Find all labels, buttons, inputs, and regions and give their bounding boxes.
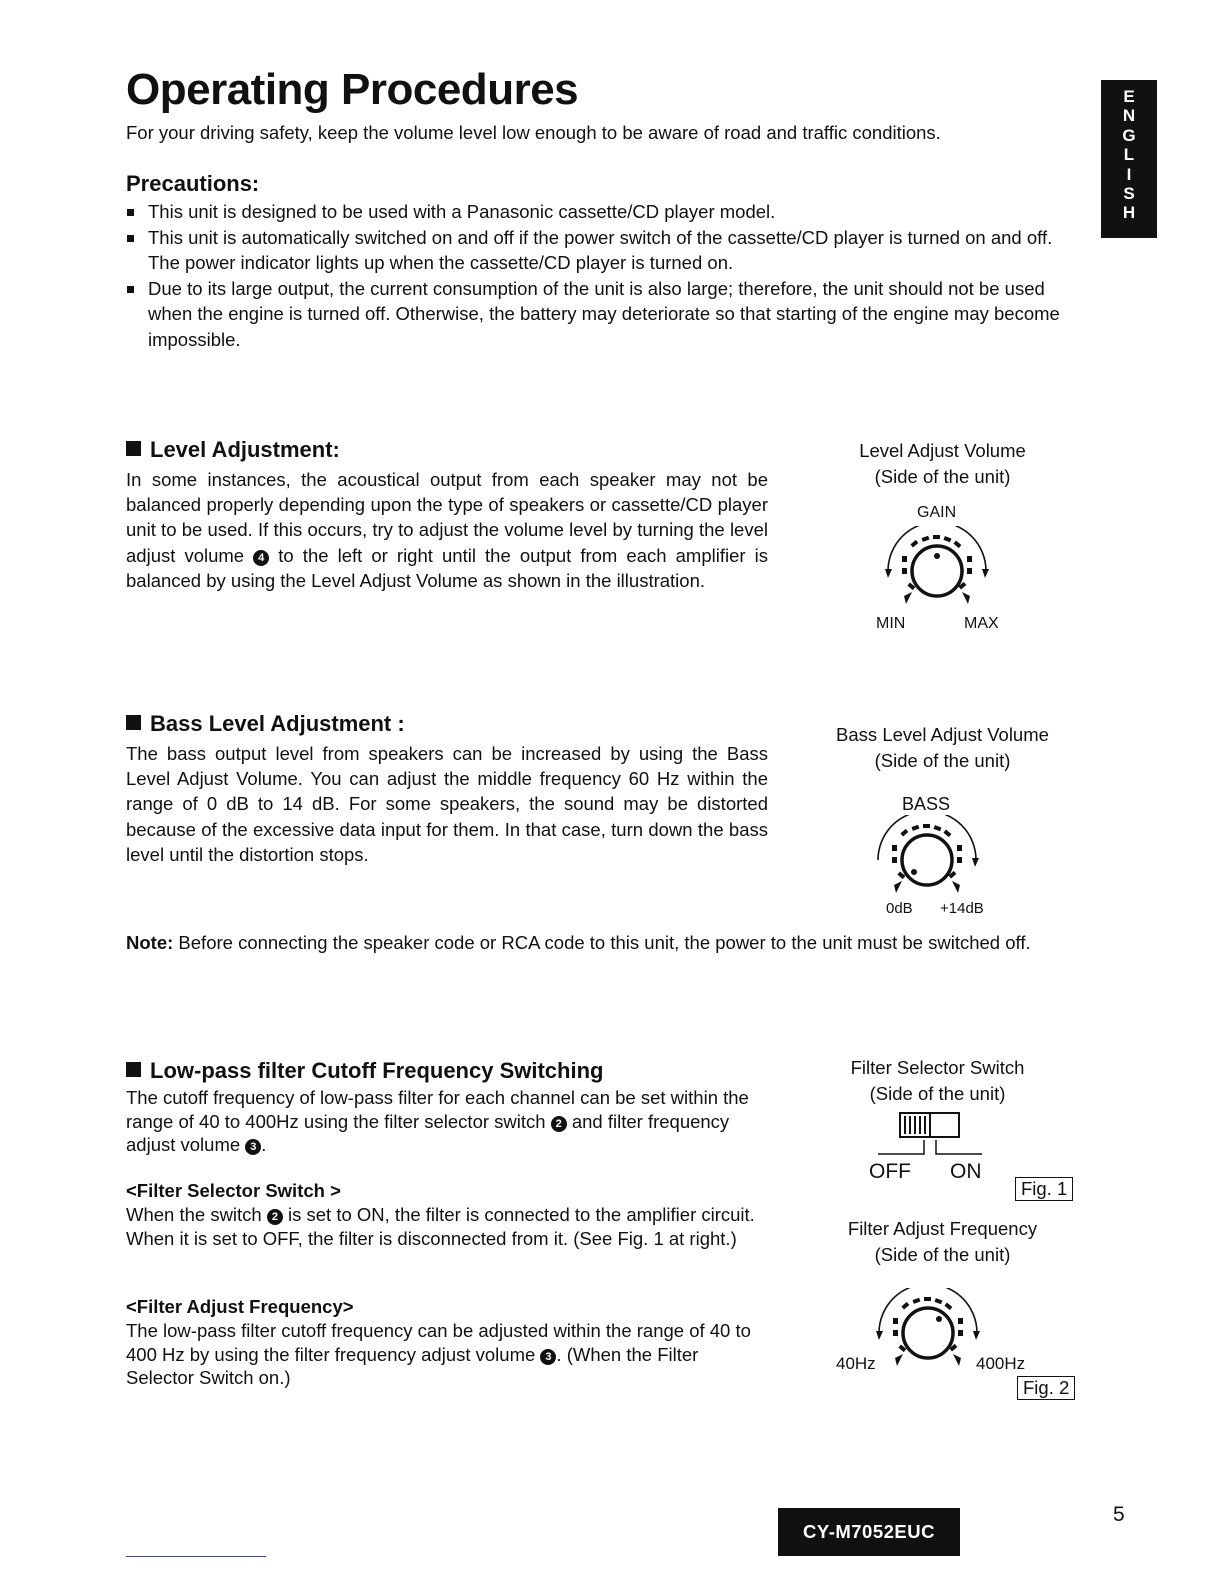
bass-knob-label: BASS [902,794,951,814]
language-letter: L [1123,145,1135,165]
gain-label: GAIN [917,504,957,521]
selector-text-b: is set to ON, the filter is connected to the amplifier circuit. When it is set to OFF, the filter is disconnected from it. (See Fig. 1 at right.) [126,1204,755,1249]
filter-switch-icon [870,1110,990,1160]
intro-text: For your driving safety, keep the volume level low enough to be aware of road and traffic conditions. [126,122,941,143]
adjust-subheading: <Filter Adjust Frequency> [126,1296,354,1317]
list-item: This unit is automatically switched on and off if the power switch of the cassette/CD player is turned on and off. The power indicator lights up when the cassette/CD player is turned on. [126,225,1086,276]
fig2-label: Fig. 2 [1017,1376,1075,1400]
bass-min-label: 0dB [886,900,913,917]
freq-caption [820,1216,1065,1267]
ref-number-icon: 3 [540,1349,556,1365]
level-text-before: In some instances, the acoustical output from each speaker may not be balanced properly depending upon the type of speakers or cassette/CD player unit to be used. If this occurs, try to adjust the volume level by turning the level adjust volume [126,469,768,566]
language-letter: H [1122,203,1136,223]
bass-caption-line2: (Side of the unit) [874,749,1011,771]
selector-subheading: <Filter Selector Switch > [126,1180,341,1201]
lowpass-description: The cutoff frequency of low-pass filter for each channel can be set within the range of 40 to 400Hz using the filter selector switch 2 and filter frequency adjust volume 3 . [126,1087,749,1155]
switch-caption-line1: Filter Selector Switch [850,1057,1025,1078]
section-bullet-icon [126,715,141,730]
gain-knob-icon [882,526,992,616]
lowpass-text-a: The cutoff frequency of low-pass filter for each channel can be set within the range of 40 to 400Hz using the filter selector switch [126,1087,749,1132]
max-label: MAX [964,615,999,632]
language-letter: N [1122,106,1136,126]
ref-number-icon: 2 [551,1116,567,1132]
note-label: Note: [126,932,174,953]
language-letter: S [1123,184,1135,204]
lowpass-title-text: Low-pass filter Cutoff Frequency Switching [150,1058,604,1083]
level-text-after: to the left or right until the output from each amplifier is balanced by using the Level Adjust Volume as shown in the illustration. [126,544,768,591]
level-section-title [126,437,340,463]
bass-caption [815,722,1070,773]
switch-caption [820,1055,1055,1106]
ref-number-icon: 3 [245,1139,261,1155]
bass-max-label: +14dB [940,900,984,917]
switch-caption-line2: (Side of the unit) [869,1082,1006,1104]
bass-title-text: Bass Level Adjustment : [150,711,405,736]
on-label: ON [950,1160,982,1183]
list-item: This unit is designed to be used with a Panasonic cassette/CD player model. [126,199,1086,225]
bass-description: The bass output level from speakers can be increased by using the Bass Level Adjust Volume. You can adjust the middle frequency 60 Hz within the range of 0 dB to 14 dB. For some speakers, the sound may be distorted because of the excessive data input for them. In that case, turn down the bass level until the distortion stops. [126,743,768,865]
ref-number-icon: 4 [253,550,269,566]
frequency-knob-icon [873,1288,983,1378]
model-number: CY-M7052EUC [778,1508,960,1556]
bass-knob-icon [872,815,982,905]
level-caption-line2: (Side of the unit) [874,465,1011,487]
level-description [126,467,768,593]
precautions-title: Precautions: [126,171,260,196]
lowpass-text-b: and filter frequency adjust volume [126,1110,730,1155]
min-label: MIN [876,615,906,632]
lowpass-section-title [126,1058,603,1084]
adjust-text-b: (When the Filter Selector Switch on.) [126,1343,699,1388]
note-body: Before connecting the speaker code or RCA code to this unit, the power to the unit must be switched off. [178,932,1031,953]
section-bullet-icon [126,441,141,456]
freq-caption-line1: Filter Adjust Frequency [847,1218,1038,1239]
bass-section-title [126,711,405,737]
high-freq-label: 400Hz [976,1354,1026,1373]
adjust-description: The low-pass filter cutoff frequency can be adjusted within the range of 40 to 400 Hz by using the filter frequency adjust volume 3 . (When the Filter Selector Switch on.) [126,1320,751,1388]
adjust-text-a: The low-pass filter cutoff frequency can be adjusted within the range of 40 to 400 Hz by using the filter frequency adjust volume [126,1320,751,1365]
level-title-text: Level Adjustment: [150,437,340,462]
level-caption [820,438,1065,489]
ref-number-icon: 2 [267,1209,283,1225]
precautions-list [126,199,1086,352]
language-letter: G [1122,125,1136,145]
footer-rule [126,1556,266,1557]
language-letter: I [1126,164,1132,184]
page-title: Operating Procedures [126,65,579,114]
list-item: Due to its large output, the current consumption of the unit is also large; therefore, the unit should not be used when the engine is turned off. Otherwise, the battery may deteriorate so that starting of the engine may become impossible. [126,276,1086,353]
low-freq-label: 40Hz [836,1354,876,1373]
page-number: 5 [1113,1503,1125,1526]
fig1-label: Fig. 1 [1015,1177,1073,1201]
section-bullet-icon [126,1062,141,1077]
level-caption-line1: Level Adjust Volume [859,440,1026,461]
freq-caption-line2: (Side of the unit) [874,1243,1011,1265]
off-label: OFF [869,1160,911,1183]
language-tab [1101,80,1157,238]
note-text [126,930,1086,956]
bass-caption-line1: Bass Level Adjust Volume [836,724,1049,745]
language-letter: E [1123,87,1135,106]
selector-text-a: When the switch [126,1204,262,1225]
selector-description [126,1203,764,1250]
